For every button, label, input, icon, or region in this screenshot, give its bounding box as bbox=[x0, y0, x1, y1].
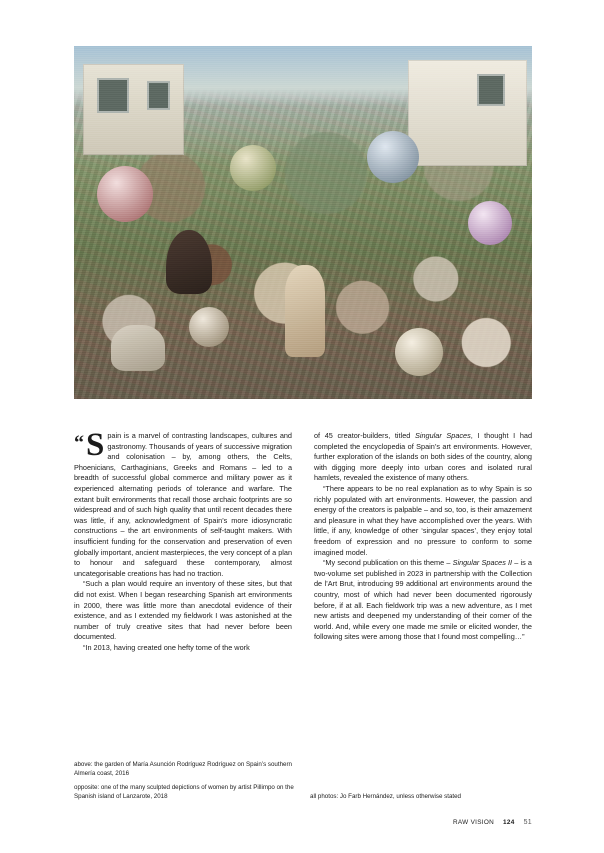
paragraph-4 bbox=[314, 431, 532, 484]
book-title-singular-spaces: Singular Spaces bbox=[414, 431, 471, 440]
paragraph-4-part-a: of 45 creator-builders, titled bbox=[314, 431, 415, 440]
caption-photo-credit: all photos: Jo Farb Hernández, unless otherwise stated bbox=[310, 793, 461, 800]
opening-paragraph-text: pain is a marvel of contrasting landscapes, cultures and gastronomy. Thousands of years of successive migration and colonisation – by, among others, the Celts, Phoenicians, Carthaginians, Greeks and Romans – led to a breadth of successful global commerce and military power as it experienced alternating periods of tolerance and warfare. The extant built environments that recall those archaic footprints are so widespread and of such high quality that until recent decades there was little, if any, acknowledgment of Spain’s more idiosyncratic constructions – the art environments of self-taught makers. With insufficient funding for the conservation and preservation of even globally important, ancient masterpieces, the very concept of a plan to honour and safeguard these contemporary, almost uncategorisable creations has had no traction. bbox=[74, 431, 292, 578]
article-photo bbox=[74, 46, 532, 399]
text-column-left bbox=[74, 427, 292, 653]
paragraph-3: “In 2013, having created one hefty tome of the work bbox=[83, 642, 250, 652]
caption-opposite: opposite: one of the many sculpted depictions of women by artist Pillimpo on the Spanish island of Lanzarote, 2018 bbox=[74, 784, 294, 800]
footer-brand: RAW VISION bbox=[452, 819, 495, 826]
drop-cap-letter: S bbox=[86, 427, 105, 463]
paragraph-6 bbox=[314, 558, 532, 643]
photo-texture-overlay bbox=[74, 46, 532, 399]
paragraph-5: “There appears to be no real explanation as to why Spain is so richly populated with art environments. However, the passion and energy of the creators is palpable – and so, too, is their amazement and pleasure in what they have accomplished over the years. With little, if any, knowledge of other ‘singular spaces’, they enjoy total freedom of expression and no pressure to conform to some imagined model. bbox=[314, 483, 532, 557]
caption-above: above: the garden of María Asunción Rodríguez Rodríguez on Spain’s southern Almería coast, 2016 bbox=[74, 761, 292, 777]
paragraph-6-part-a: “My second publication on this theme – bbox=[323, 558, 453, 568]
footer-issue-number: 124 bbox=[503, 819, 515, 826]
paragraph-6-part-b: – is a two-volume set published in 2023 in partnership with the Collection de l’Art Brut, introducing 99 additional art environments around the country, most of which had never been documented rigorously before, if at all. Each fieldwork trip was a new adventure, as I met new artists and deepened my understanding of their corner of the world. And, while every one made me smile or elicited wonder, the following sites were among those that I found most compelling…” bbox=[314, 558, 532, 642]
article-body bbox=[74, 427, 533, 653]
opening-quote-mark: “ bbox=[74, 432, 84, 454]
page-footer bbox=[453, 819, 532, 826]
paragraph-2: “Such a plan would require an inventory of these sites, but that did not exist. When I began researching Spanish art environments in 2000, there was little more than anecdotal evidence of their existence, and as I extended my fieldwork I was astonished at the number of truly creative sites that had never before been documented. bbox=[74, 579, 292, 642]
text-column-right bbox=[314, 431, 532, 653]
book-title-singular-spaces-ii: Singular Spaces II bbox=[452, 558, 513, 568]
paragraph-4-part-b: , I thought I had completed the encyclopedia of Spain’s art environments. However, further exploration of the islands on both sides of the country, along with digging more deeply into urban cores and isolated rural hamlets, revealed the existence of many others. bbox=[314, 431, 533, 483]
footer-page-number: 51 bbox=[523, 819, 532, 826]
photo-image bbox=[74, 46, 532, 399]
opening-paragraph bbox=[74, 427, 292, 579]
